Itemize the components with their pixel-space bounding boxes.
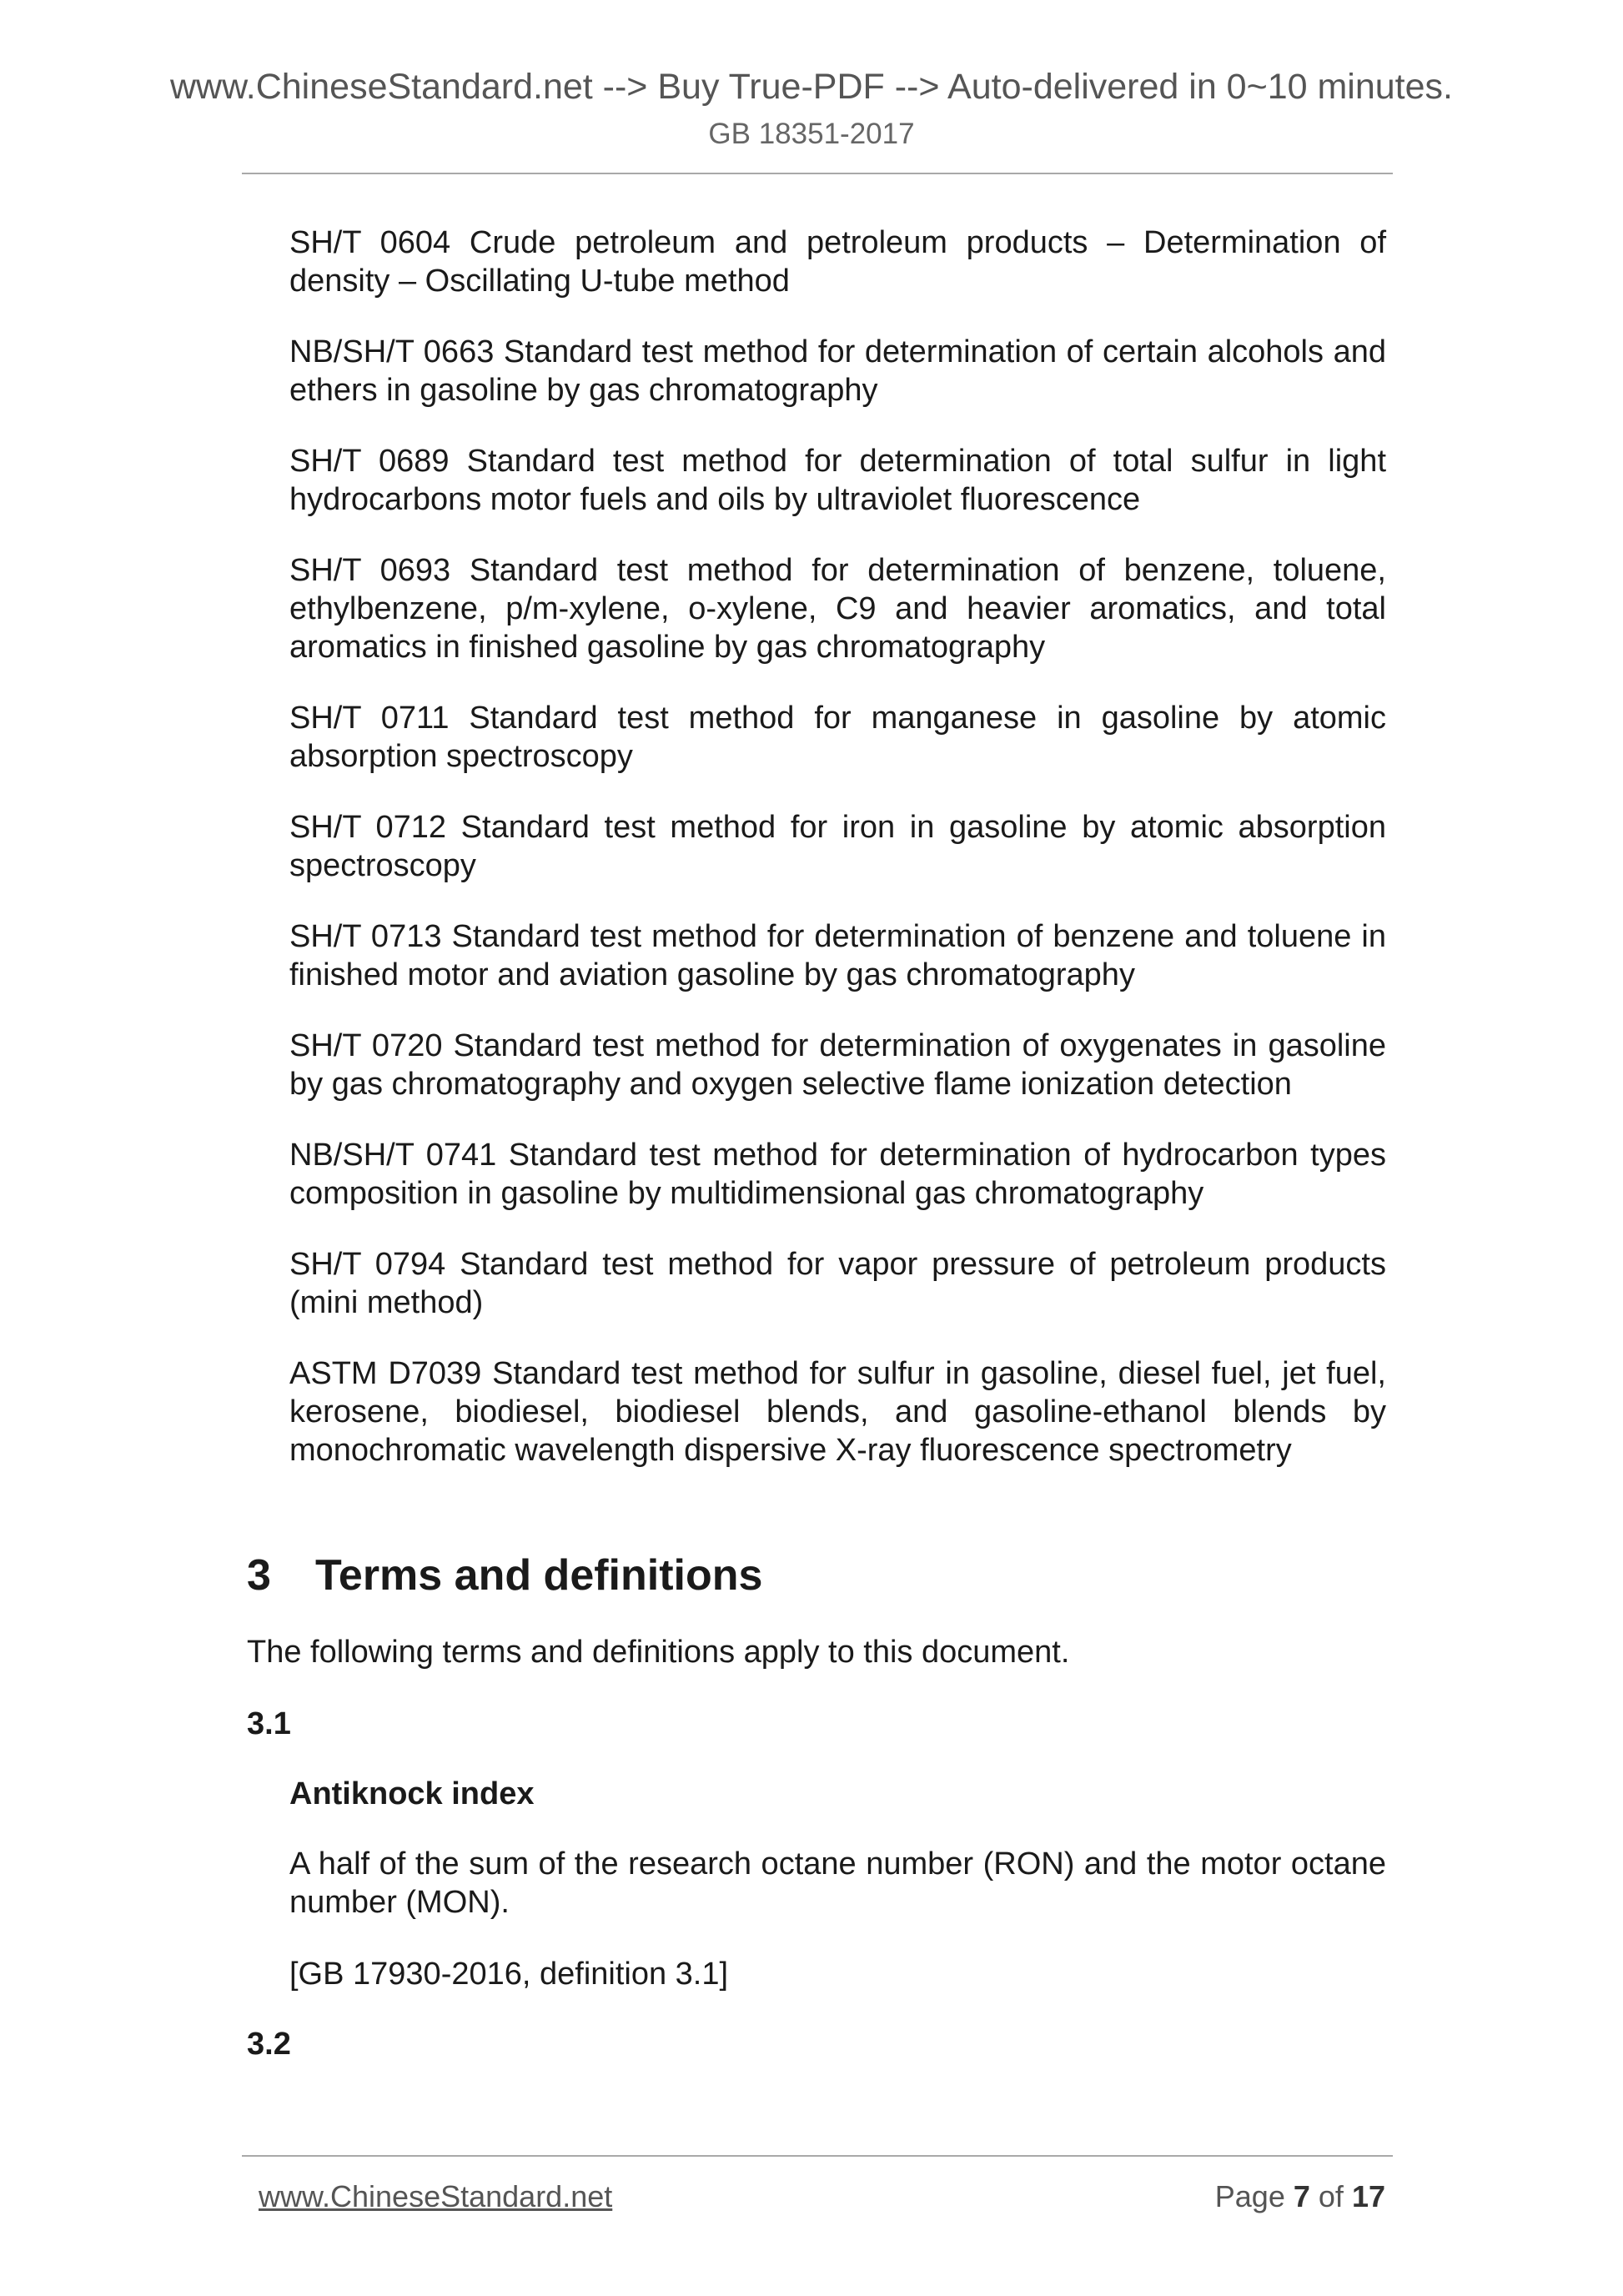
reference-item: SH/T 0712 Standard test method for iron in gasoline by atomic absorption spectroscopy bbox=[289, 810, 1386, 883]
reference-item: SH/T 0711 Standard test method for manganese in gasoline by atomic absorption spectroscopy bbox=[289, 701, 1386, 774]
definition-source: [GB 17930-2016, definition 3.1] bbox=[289, 1957, 729, 1992]
section-heading bbox=[247, 1550, 762, 1601]
reference-item: ASTM D7039 Standard test method for sulfur in gasoline, diesel fuel, jet fuel, kerosene, biodiesel, biodiesel blends, and gasoline-ethanol blends by monochromatic wavelength dispersive X-ray fluorescence spectrometry bbox=[289, 1356, 1386, 1468]
clause-number: 3.1 bbox=[247, 1706, 291, 1741]
page-indicator bbox=[1215, 2178, 1385, 2215]
reference-item: SH/T 0689 Standard test method for determination of total sulfur in light hydrocarbons motor fuels and oils by ultraviolet fluorescence bbox=[289, 444, 1386, 517]
current-page: 7 bbox=[1293, 2179, 1310, 2213]
section-title: Terms and definitions bbox=[315, 1551, 763, 1600]
reference-item: NB/SH/T 0741 Standard test method for determination of hydrocarbon types composition in gasoline by multidimensional gas chromatography bbox=[289, 1138, 1386, 1211]
total-pages: 17 bbox=[1351, 2179, 1385, 2213]
header-divider bbox=[242, 173, 1393, 174]
normative-references-list bbox=[289, 224, 1386, 1502]
footer-divider bbox=[242, 2155, 1393, 2157]
footer-site-link[interactable]: www.ChineseStandard.net bbox=[259, 2179, 613, 2213]
term-definition: A half of the sum of the research octane number (RON) and the motor octane number (MON). bbox=[289, 1846, 1386, 1920]
reference-item: SH/T 0794 Standard test method for vapor pressure of petroleum products (mini method) bbox=[289, 1247, 1386, 1320]
page-word: Page bbox=[1214, 2179, 1285, 2213]
document-id: GB 18351-2017 bbox=[708, 118, 915, 150]
reference-item: NB/SH/T 0663 Standard test method for determination of certain alcohols and ethers in gasoline by gas chromatography bbox=[289, 334, 1386, 408]
clause-number: 3.2 bbox=[247, 2027, 291, 2062]
reference-item: SH/T 0604 Crude petroleum and petroleum products – Determination of density – Oscillating U-tube method bbox=[289, 225, 1386, 299]
of-word: of bbox=[1318, 2179, 1344, 2213]
term-name: Antiknock index bbox=[289, 1776, 535, 1811]
reference-item: SH/T 0720 Standard test method for determination of oxygenates in gasoline by gas chromatography and oxygen selective flame ionization detection bbox=[289, 1028, 1386, 1102]
header-banner: www.ChineseStandard.net --> Buy True-PDF --> Auto-delivered in 0~10 minutes. bbox=[169, 67, 1453, 107]
reference-item: SH/T 0713 Standard test method for determination of benzene and toluene in finished motor and aviation gasoline by gas chromatography bbox=[289, 919, 1386, 992]
reference-item: SH/T 0693 Standard test method for determination of benzene, toluene, ethylbenzene, p/m-xylene, o-xylene, C9 and heavier aromatics, and total aromatics in finished gasoline by gas chromatography bbox=[289, 553, 1386, 665]
section-number: 3 bbox=[247, 1551, 271, 1600]
section-intro: The following terms and definitions apply to this document. bbox=[247, 1635, 1070, 1670]
